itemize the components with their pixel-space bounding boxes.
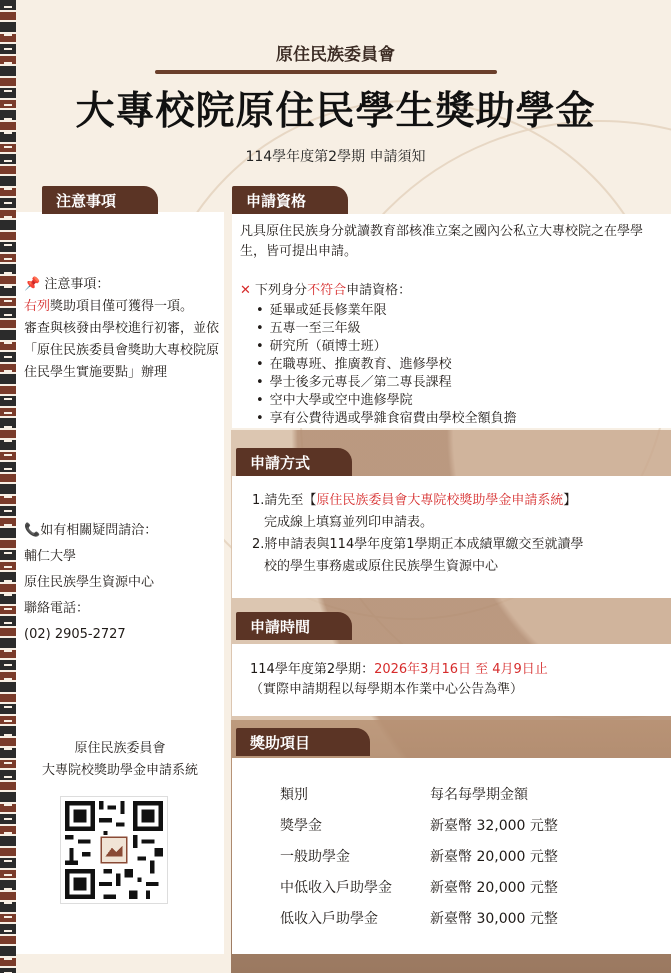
method-step2-line2: 校的學生事務處或原住民族學生資源中心 xyxy=(264,559,499,574)
method-step1-prefix: 1.請先至【 xyxy=(252,493,317,508)
column-header: 類別 xyxy=(280,786,308,803)
tab-award: 獎助項目 xyxy=(236,728,370,756)
time-prefix: 114學年度第2學期： xyxy=(250,662,375,677)
system-line2: 大專院校獎助學金申請系統 xyxy=(41,763,198,778)
contact-school: 輔仁大學 xyxy=(24,549,77,564)
list-item: • 空中大學或空中進修學院 xyxy=(256,392,660,410)
table-header-row xyxy=(280,778,630,809)
award-category: 獎學金 xyxy=(280,817,322,834)
org-title: 原住民族委員會 xyxy=(276,45,395,65)
notice-heading: 注意事項： xyxy=(44,277,110,292)
tab-time: 申請時間 xyxy=(236,612,352,640)
method-step2: 2.將申請表與114學年度第1學期正本成績單繳交至就讀學 xyxy=(252,537,584,552)
table-row xyxy=(280,871,630,902)
table-row xyxy=(280,902,630,933)
list-item: • 延畢或延長修業年限 xyxy=(256,302,660,320)
list-item: • 研究所（碩博士班） xyxy=(256,338,660,356)
notice-red-word: 右列 xyxy=(24,299,51,314)
time-block xyxy=(250,660,660,700)
table-row xyxy=(280,809,630,840)
award-amount: 新臺幣 30,000 元整 xyxy=(430,910,558,927)
column-header: 每名每學期金額 xyxy=(430,786,528,803)
qualification-text: 凡具原住民族身分就讀教育部核准立案之國內公私立大專校院之在學學生，皆可提出申請。 xyxy=(240,224,644,259)
method-step1-line2: 完成線上填寫並列印申請表。 xyxy=(264,515,434,530)
award-category: 一般助學金 xyxy=(280,848,350,865)
page-subtitle: 114學年度第2學期 申請須知 xyxy=(245,149,426,165)
method-system-link[interactable]: 原住民族委員會大專院校獎助學金申請系統 xyxy=(316,493,564,508)
award-amount: 新臺幣 20,000 元整 xyxy=(430,879,558,896)
title-underline xyxy=(155,70,497,74)
cross-icon: ✕ xyxy=(240,283,251,298)
time-note: （實際申請期程以每學期本作業中心公告為準） xyxy=(250,682,524,697)
award-category: 低收入戶助學金 xyxy=(280,910,378,927)
award-category: 中低收入戶助學金 xyxy=(280,879,392,896)
system-line1: 原住民族委員會 xyxy=(74,741,166,756)
list-item: • 五專一至三年級 xyxy=(256,320,660,338)
ineligible-list xyxy=(240,302,660,428)
contact-phone-label: 聯絡電話： xyxy=(24,601,90,616)
page-title: 大專校院原住民學生獎助學金 xyxy=(75,89,596,134)
time-range: 2026年3月16日 至 4月9日止 xyxy=(374,662,548,677)
qr-code[interactable] xyxy=(60,796,168,904)
tab-qualification: 申請資格 xyxy=(232,186,348,214)
method-step1-suffix: 】 xyxy=(563,493,577,508)
list-item: • 學士後多元專長／第二專長課程 xyxy=(256,374,660,392)
contact-heading: 如有相關疑問請洽： xyxy=(40,523,158,538)
award-amount: 新臺幣 20,000 元整 xyxy=(430,848,558,865)
contact-phone: (02) 2905-2727 xyxy=(24,627,126,642)
system-label xyxy=(16,738,224,782)
ineligible-prefix: 下列身分 xyxy=(255,283,308,298)
phone-icon: 📞 xyxy=(24,523,41,538)
contact-block xyxy=(24,518,220,648)
table-row xyxy=(280,840,630,871)
ineligible-suffix: 申請資格： xyxy=(346,283,412,298)
list-item: • 享有公費待遇或學雜食宿費由學校全額負擔 xyxy=(256,410,660,428)
ineligible-block xyxy=(240,282,660,428)
tab-notice: 注意事項 xyxy=(42,186,158,214)
pin-icon: 📌 xyxy=(24,277,41,292)
contact-center: 原住民族學生資源中心 xyxy=(24,575,155,590)
notice-line2: 審查與核發由學校進行初審，並依「原住民族委員會獎助大專校院原住民學生實施要點」辦理 xyxy=(24,321,220,380)
notice-line1: 獎助項目僅可獲得一項。 xyxy=(50,299,194,314)
ineligible-red: 不符合 xyxy=(307,283,347,298)
award-table xyxy=(280,778,630,933)
notice-block xyxy=(24,274,220,384)
list-item: • 在職專班、推廣教育、進修學校 xyxy=(256,356,660,374)
tab-method: 申請方式 xyxy=(236,448,352,476)
award-amount: 新臺幣 32,000 元整 xyxy=(430,817,558,834)
method-block xyxy=(252,490,662,578)
